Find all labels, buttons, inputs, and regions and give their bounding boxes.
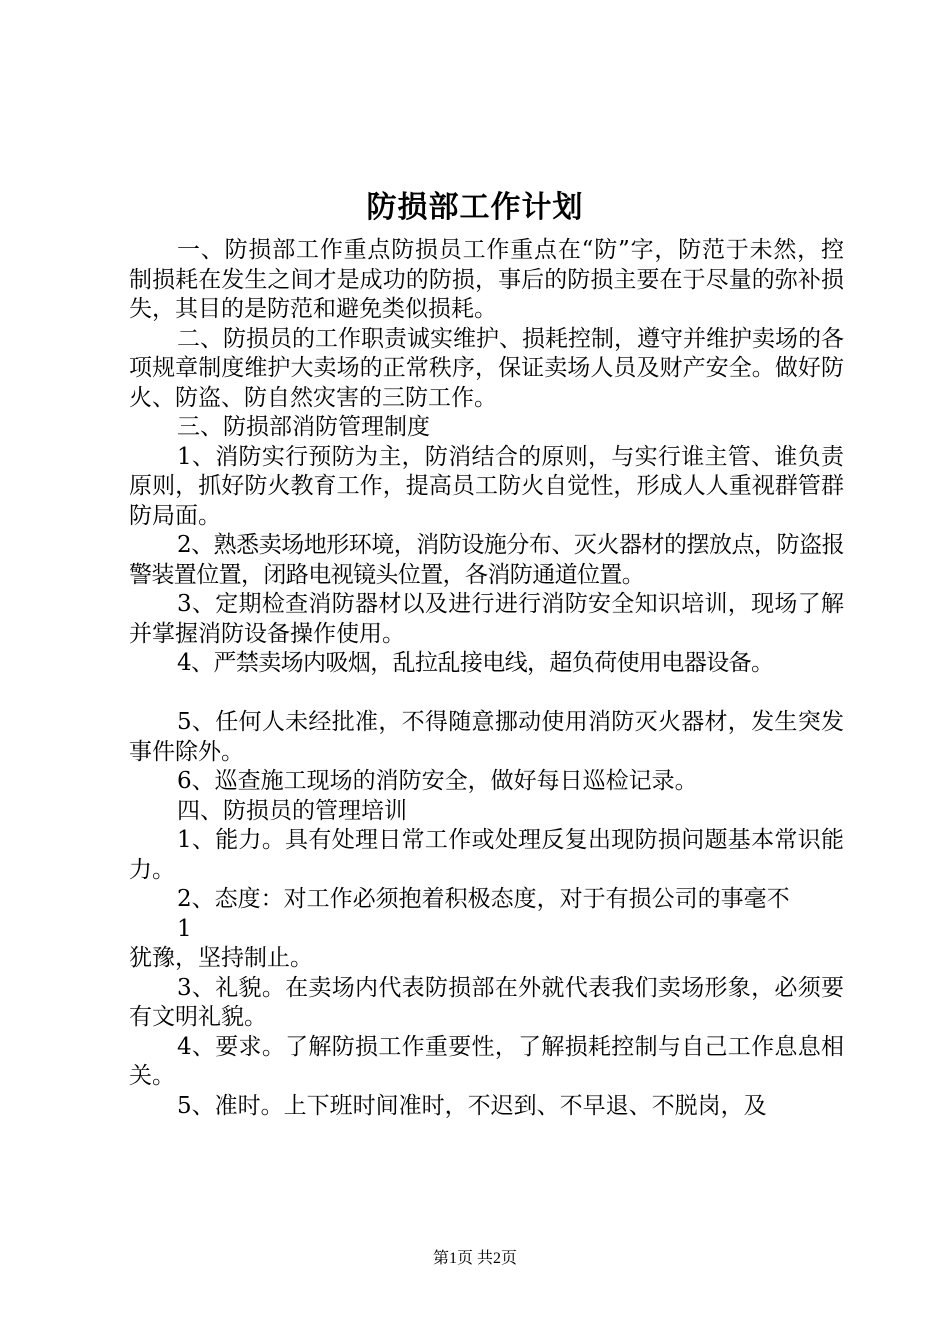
paragraph-4-5: 5、准时。上下班时间准时，不迟到、不早退、不脱岗，及 bbox=[177, 1092, 767, 1119]
paragraph-4-2: 2、态度：对工作必须抱着积极态度，对于有损公司的事毫不 bbox=[177, 886, 790, 912]
paragraph-3-1: 1、消防实行预防为主，防消结合的原则，与实行谁主管、谁负责原则，抓好防火教育工作，提高员工防火自觉性，形成人人重视群管群防局面。 bbox=[129, 443, 844, 529]
paragraph-3-3: 3、定期检查消防器材以及进行进行消防安全知识培训，现场了解并掌握消防设备操作使用。 bbox=[129, 591, 844, 647]
paragraph-2: 二、防损员的工作职责诚实维护、损耗控制，遵守并维护卖场的各项规章制度维护大卖场的正常秩序，保证卖场人员及财产安全。做好防火、防盗、防自然灾害的三防工作。 bbox=[129, 325, 844, 411]
section-heading-4: 四、防损员的管理培训 bbox=[177, 797, 407, 824]
paragraph-4-2-continued: 犹豫，坚持制止。 bbox=[129, 945, 313, 971]
blank-line bbox=[129, 679, 844, 709]
paragraph-3-6: 6、巡查施工现场的消防安全，做好每日巡检记录。 bbox=[177, 768, 698, 794]
page-footer: 第1页 共2页 bbox=[432, 1250, 517, 1267]
section-heading-3: 三、防损部消防管理制度 bbox=[177, 414, 430, 440]
paragraph-4-3: 3、礼貌。在卖场内代表防损部在外就代表我们卖场形象，必须要有文明礼貌。 bbox=[129, 974, 844, 1030]
paragraph-3-4: 4、严禁卖场内吸烟，乱拉乱接电线，超负荷使用电器设备。 bbox=[177, 650, 774, 676]
paragraph-4-4: 4、要求。了解防损工作重要性，了解损耗控制与自己工作息息相关。 bbox=[129, 1033, 844, 1089]
paragraph-4-1: 1、能力。具有处理日常工作或处理反复出现防损问题基本常识能力。 bbox=[129, 827, 844, 883]
paragraph-3-5: 5、任何人未经批准，不得随意挪动使用消防灭火器材，发生突发事件除外。 bbox=[129, 709, 844, 765]
paragraph-3-2: 2、熟悉卖场地形环境，消防设施分布、灭火器材的摆放点，防盗报警装置位置，闭路电视镜头位置，各消防通道位置。 bbox=[129, 532, 844, 588]
page-number-marker: 1 bbox=[177, 915, 192, 942]
document-body bbox=[129, 236, 844, 1121]
paragraph-1: 一、防损部工作重点防损员工作重点在“防”字，防范于未然，控制损耗在发生之间才是成功的防损，事后的防损主要在于尽量的弥补损失，其目的是防范和避免类似损耗。 bbox=[129, 237, 844, 322]
document-title: 防损部工作计划 bbox=[366, 190, 584, 225]
